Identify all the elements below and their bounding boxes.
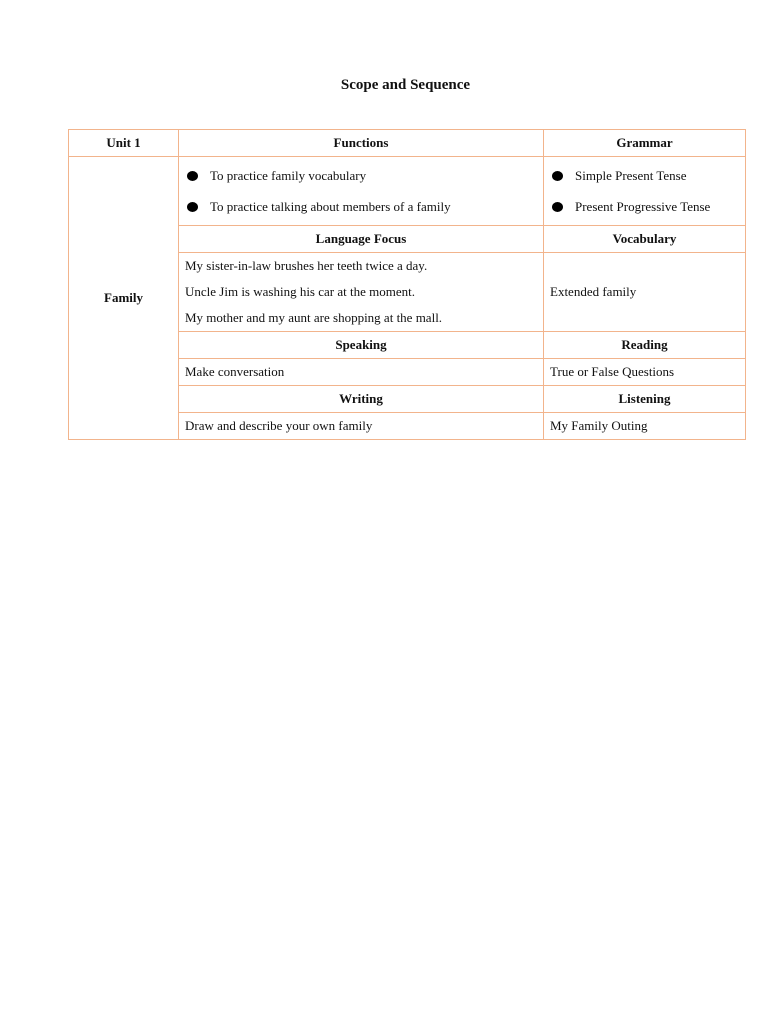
grammar-item-text: Simple Present Tense: [575, 167, 687, 183]
language-focus-line: Uncle Jim is washing his car at the moment.: [185, 284, 415, 299]
unit-name-cell: Family: [69, 157, 179, 440]
vocabulary-cell: Extended family: [544, 253, 746, 332]
listening-header: Listening: [544, 386, 746, 413]
functions-grammar-row: [69, 157, 746, 226]
speaking-cell: Make conversation: [179, 359, 544, 386]
functions-item: [185, 191, 537, 222]
vocabulary-header: Vocabulary: [544, 226, 746, 253]
scope-sequence-table: [68, 129, 746, 440]
bullet-icon: [187, 202, 198, 212]
speaking-header: Speaking: [179, 332, 544, 359]
grammar-item-text: Present Progressive Tense: [575, 198, 711, 214]
header-row: [69, 130, 746, 157]
language-focus-line: My sister-in-law brushes her teeth twice a day.: [185, 258, 428, 273]
reading-header: Reading: [544, 332, 746, 359]
grammar-item: [550, 160, 739, 191]
grammar-item: [550, 191, 739, 222]
functions-header: Functions: [179, 130, 544, 157]
functions-item-text: To practice family vocabulary: [210, 167, 367, 183]
bullet-icon: [552, 202, 563, 212]
bullet-icon: [552, 171, 563, 181]
writing-header: Writing: [179, 386, 544, 413]
listening-cell: My Family Outing: [544, 413, 746, 440]
functions-item: [185, 160, 537, 191]
writing-cell: Draw and describe your own family: [179, 413, 544, 440]
language-focus-line: My mother and my aunt are shopping at the mall.: [185, 310, 443, 325]
functions-cell: [179, 157, 544, 226]
language-focus-header: Language Focus: [179, 226, 544, 253]
grammar-header: Grammar: [544, 130, 746, 157]
grammar-cell: [544, 157, 746, 226]
language-focus-cell: [179, 253, 544, 332]
page-title: Scope and Sequence: [340, 77, 471, 93]
reading-cell: True or False Questions: [544, 359, 746, 386]
functions-item-text: To practice talking about members of a family: [210, 198, 451, 214]
unit-header: Unit 1: [69, 130, 179, 157]
bullet-icon: [187, 171, 198, 181]
